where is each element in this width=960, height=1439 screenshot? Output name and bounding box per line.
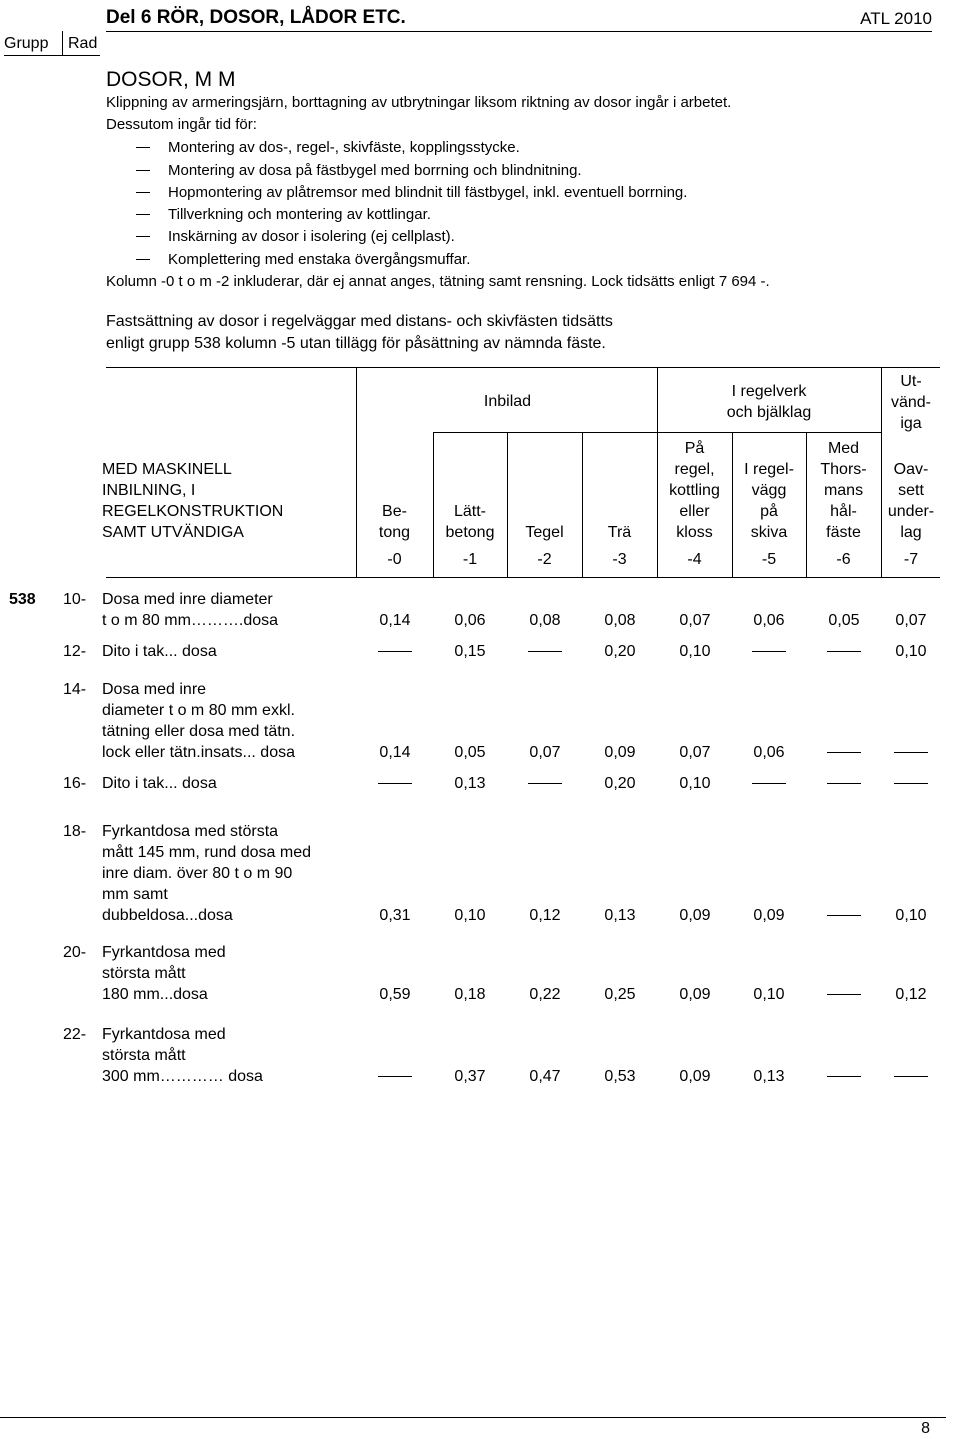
row-description-line: Dosa med inre bbox=[102, 681, 207, 698]
table-cell-value: 0,07 bbox=[679, 612, 711, 629]
row-description-line: största mått bbox=[102, 1047, 186, 1064]
row-description bbox=[102, 942, 226, 1005]
bullet-item: Tillverkning och montering av kottlingar. bbox=[168, 204, 431, 225]
table-cell-value: 0,47 bbox=[529, 1068, 561, 1085]
table-cell-value: 0,25 bbox=[604, 986, 636, 1003]
table-cell-value: 0,15 bbox=[454, 643, 486, 660]
empty-value-dash bbox=[378, 651, 412, 652]
table-cell-value: 0,09 bbox=[679, 986, 711, 1003]
column-number: -3 bbox=[612, 551, 627, 568]
row-number: 22- bbox=[63, 1026, 87, 1043]
table-cell-value: 0,12 bbox=[895, 986, 927, 1003]
group-header-inbilad: Inbilad bbox=[483, 393, 532, 410]
row-description-line: lock eller tätn.insats... dosa bbox=[102, 744, 295, 761]
bullet-item: Montering av dosa på fästbygel med borrning och blindnitning. bbox=[168, 160, 582, 181]
table-cell-value: 0,06 bbox=[753, 744, 785, 761]
column-header-pa-regel: På regel, kottling eller kloss bbox=[669, 440, 720, 541]
table-cell-value: 0,59 bbox=[379, 986, 411, 1003]
table-cell-value: 0,20 bbox=[604, 643, 636, 660]
row-description bbox=[102, 589, 278, 631]
table-cell-value: 0,10 bbox=[753, 986, 785, 1003]
table-cell-value: 0,06 bbox=[454, 612, 486, 629]
column-header-tegel: Tegel bbox=[525, 524, 564, 541]
row-description-line: inre diam. över 80 t o m 90 bbox=[102, 865, 293, 882]
table-cell-value: 0,08 bbox=[604, 612, 636, 629]
page-number: 8 bbox=[921, 1420, 930, 1437]
table-cell-value: 0,12 bbox=[529, 907, 561, 924]
row-description-line: Dosa med inre diameter bbox=[102, 591, 273, 608]
rad-label: Rad bbox=[68, 35, 98, 52]
empty-value-dash bbox=[528, 783, 562, 784]
empty-value-dash bbox=[894, 783, 928, 784]
grupp-label: Grupp bbox=[4, 35, 49, 52]
table-cell-value: 0,10 bbox=[895, 907, 927, 924]
row-description-line: Dito i tak... dosa bbox=[102, 643, 217, 660]
table-cell-value: 0,14 bbox=[379, 744, 411, 761]
row-description bbox=[102, 641, 217, 662]
bullet-item: Komplettering med enstaka övergångsmuffar. bbox=[168, 249, 470, 270]
empty-value-dash bbox=[752, 651, 786, 652]
inbilad-rule bbox=[433, 432, 657, 433]
row-description-line: 180 mm...dosa bbox=[102, 986, 208, 1003]
intro-line-2: Dessutom ingår tid för: bbox=[106, 116, 257, 133]
row-description-line: tätning eller dosa med tätn. bbox=[102, 723, 296, 740]
column-header-oavsett: Oav- sett under- lag bbox=[887, 461, 935, 541]
empty-value-dash bbox=[827, 915, 861, 916]
empty-value-dash bbox=[827, 783, 861, 784]
row-number: 20- bbox=[63, 944, 87, 961]
row-description bbox=[102, 1024, 263, 1087]
column-header-lattbetong: Lätt- betong bbox=[445, 503, 495, 541]
column-header-thorsmans: Med Thors- mans hål- fäste bbox=[820, 440, 867, 541]
header-rule bbox=[106, 31, 932, 32]
empty-value-dash bbox=[378, 783, 412, 784]
column-number: -1 bbox=[462, 551, 478, 568]
table-cell-value: 0,13 bbox=[753, 1068, 785, 1085]
table-cell-value: 0,07 bbox=[529, 744, 561, 761]
row-number: 16- bbox=[63, 775, 87, 792]
bullet-item: Montering av dos-, regel-, skivfäste, kopplingsstycke. bbox=[168, 137, 520, 158]
column-header-regelvagg: I regel- vägg på skiva bbox=[744, 461, 794, 541]
empty-value-dash bbox=[752, 783, 786, 784]
row-description-line: Fyrkantdosa med bbox=[102, 944, 226, 961]
row-number: 14- bbox=[63, 681, 87, 698]
row-description bbox=[102, 821, 311, 926]
table-cell-value: 0,07 bbox=[895, 612, 927, 629]
column-number: -0 bbox=[387, 551, 402, 568]
row-description-line: mm samt bbox=[102, 886, 168, 903]
empty-value-dash bbox=[827, 752, 861, 753]
column-number: -7 bbox=[903, 551, 919, 568]
table-cell-value: 0,09 bbox=[604, 744, 636, 761]
row-description-line: mått 145 mm, rund dosa med bbox=[102, 844, 311, 861]
table-top-rule bbox=[106, 367, 940, 368]
table-header-bottom-rule bbox=[106, 577, 940, 578]
header-separator bbox=[62, 31, 63, 55]
row-description-line: största mått bbox=[102, 965, 186, 982]
column-number: -2 bbox=[537, 551, 552, 568]
row-description bbox=[102, 773, 217, 794]
row-description-line: diameter t o m 80 mm exkl. bbox=[102, 702, 295, 719]
group-header-utvandiga: Ut- vänd- iga bbox=[890, 373, 932, 432]
empty-value-dash bbox=[378, 1076, 412, 1077]
intro-line-1: Klippning av armeringsjärn, borttagning av utbrytningar liksom riktning av dosor ingår i arbetet. bbox=[106, 94, 732, 111]
table-cell-value: 0,31 bbox=[379, 907, 411, 924]
table-cell-value: 0,10 bbox=[679, 775, 711, 792]
column-header-betong: Be- tong bbox=[378, 503, 411, 541]
empty-value-dash bbox=[894, 752, 928, 753]
table-cell-value: 0,05 bbox=[828, 612, 860, 629]
empty-value-dash bbox=[827, 1076, 861, 1077]
table-cell-value: 0,06 bbox=[753, 612, 785, 629]
table-cell-value: 0,09 bbox=[679, 907, 711, 924]
table-cell-value: 0,08 bbox=[529, 612, 561, 629]
column-header-tra: Trä bbox=[607, 524, 632, 541]
row-description-line: Fyrkantdosa med största bbox=[102, 823, 279, 840]
row-description-line: Dito i tak... dosa bbox=[102, 775, 217, 792]
bullet-item: Inskärning av dosor i isolering (ej cellplast). bbox=[168, 226, 455, 247]
table-cell-value: 0,07 bbox=[679, 744, 711, 761]
empty-value-dash bbox=[894, 1076, 928, 1077]
header-rule-left bbox=[4, 55, 100, 56]
table-cell-value: 0,13 bbox=[604, 907, 636, 924]
table-title: MED MASKINELL INBILNING, I REGELKONSTRUKTION SAMT UTVÄNDIGA bbox=[102, 461, 284, 541]
table-cell-value: 0,10 bbox=[895, 643, 927, 660]
column-divider bbox=[356, 367, 357, 577]
table-cell-value: 0,09 bbox=[679, 1068, 711, 1085]
table-cell-value: 0,09 bbox=[753, 907, 785, 924]
table-cell-value: 0,18 bbox=[454, 986, 486, 1003]
column-number: -5 bbox=[761, 551, 777, 568]
row-description-line: t o m 80 mm……….dosa bbox=[102, 612, 279, 629]
fastsattning-line-2: enligt grupp 538 kolumn -5 utan tillägg för påsättning av nämnda fäste. bbox=[106, 335, 606, 352]
row-number: 18- bbox=[63, 823, 87, 840]
table-cell-value: 0,14 bbox=[379, 612, 411, 629]
page-header-title: Del 6 RÖR, DOSOR, LÅDOR ETC. bbox=[106, 7, 406, 28]
empty-value-dash bbox=[528, 651, 562, 652]
row-description-line: Fyrkantdosa med bbox=[102, 1026, 226, 1043]
row-number: 10- bbox=[63, 591, 87, 608]
edition-label: ATL 2010 bbox=[860, 9, 932, 28]
table-cell-value: 0,10 bbox=[454, 907, 486, 924]
regelverk-rule bbox=[657, 432, 881, 433]
row-description bbox=[102, 679, 295, 763]
table-cell-value: 0,13 bbox=[454, 775, 486, 792]
row-number: 12- bbox=[63, 643, 87, 660]
column-number: -4 bbox=[687, 551, 702, 568]
footer-rule bbox=[0, 1417, 946, 1418]
table-cell-value: 0,37 bbox=[454, 1068, 486, 1085]
section-title: DOSOR, M M bbox=[106, 68, 236, 91]
empty-value-dash bbox=[827, 651, 861, 652]
row-description-line: 300 mm………… dosa bbox=[102, 1068, 263, 1085]
group-number: 538 bbox=[9, 591, 36, 608]
group-header-regelverk: I regelverk och bjälklag bbox=[726, 383, 812, 421]
table-cell-value: 0,10 bbox=[679, 643, 711, 660]
bullet-item: Hopmontering av plåtremsor med blindnit till fästbygel, inkl. eventuell borrning. bbox=[168, 182, 687, 203]
row-description-line: dubbeldosa...dosa bbox=[102, 907, 233, 924]
kolumn-note: Kolumn -0 t o m -2 inkluderar, där ej annat anges, tätning samt rensning. Lock tidsätts enligt 7 694 -. bbox=[106, 273, 770, 290]
fastsattning-line-1: Fastsättning av dosor i regelväggar med distans- och skivfästen tidsätts bbox=[106, 313, 613, 330]
table-cell-value: 0,05 bbox=[454, 744, 486, 761]
empty-value-dash bbox=[827, 994, 861, 995]
table-cell-value: 0,22 bbox=[529, 986, 561, 1003]
column-number: -6 bbox=[836, 551, 851, 568]
table-cell-value: 0,20 bbox=[604, 775, 636, 792]
table-cell-value: 0,53 bbox=[604, 1068, 636, 1085]
